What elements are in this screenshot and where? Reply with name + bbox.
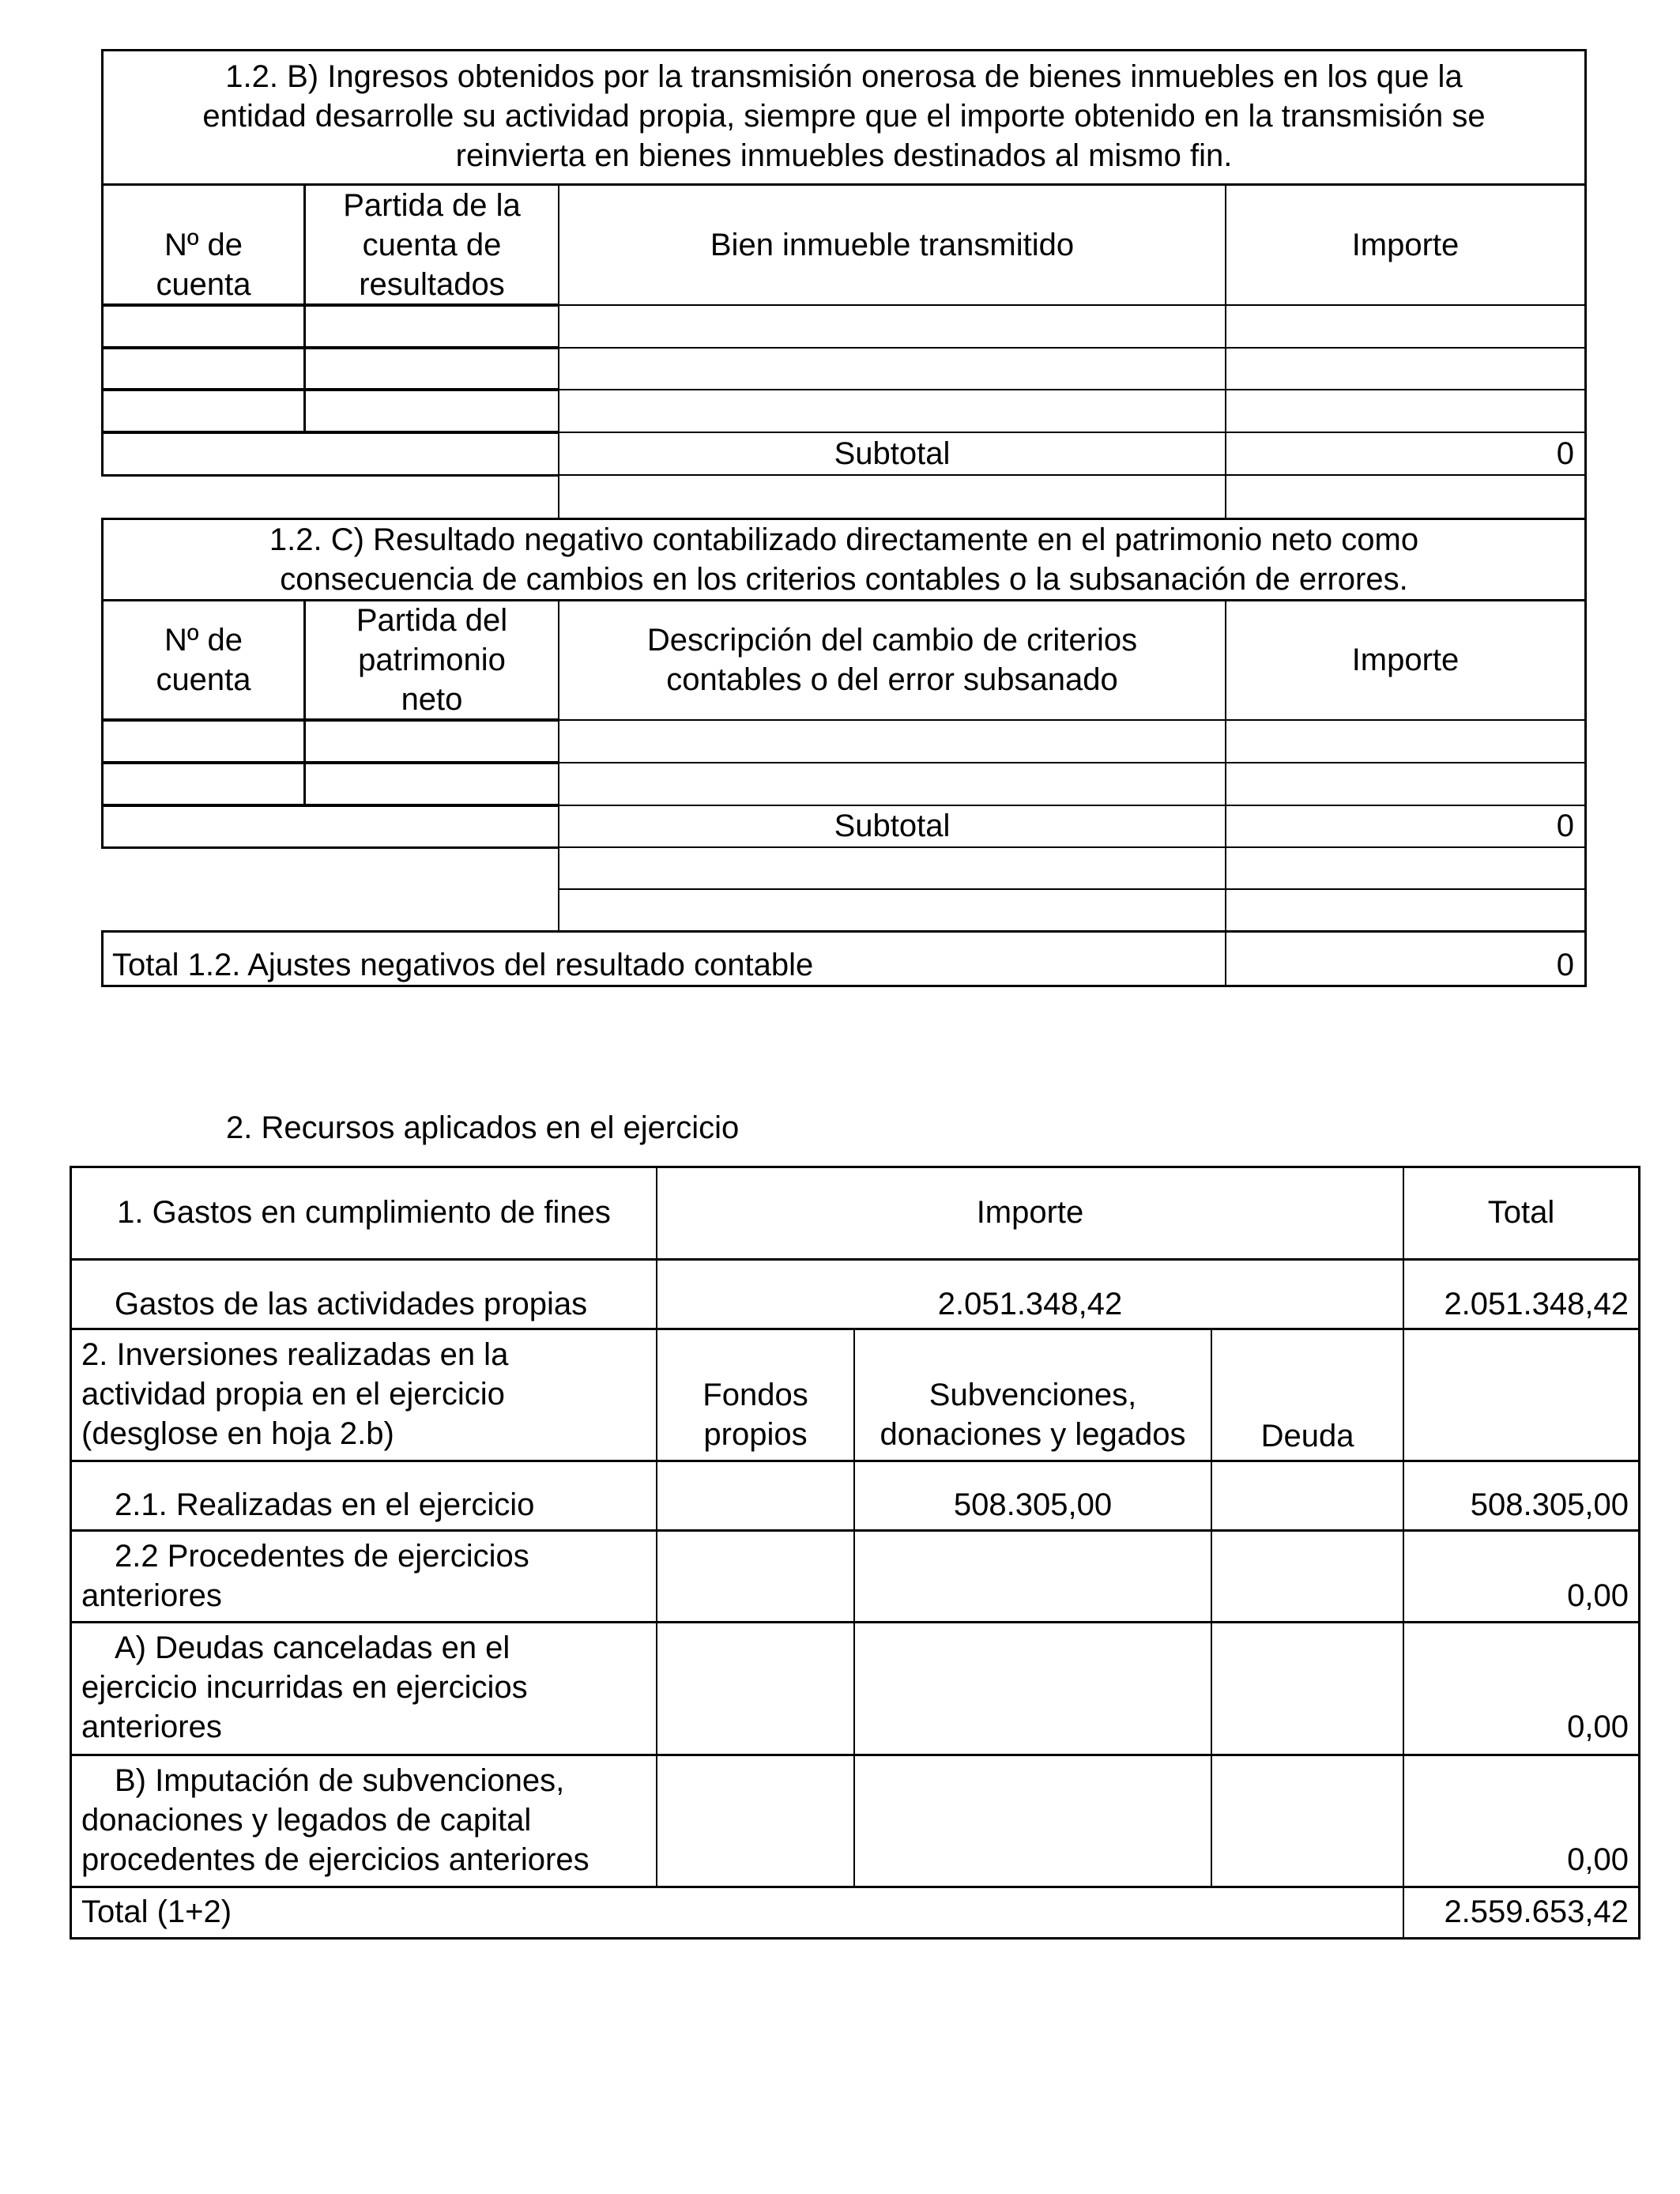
row-a-label-line-3: anteriores [81, 1710, 222, 1744]
col-partida-line-2: cuenta de [362, 228, 502, 262]
row-22-label-line-2: anteriores [81, 1578, 222, 1613]
subtotal-value: 0 [1556, 436, 1574, 471]
col-account-line-1: Nº de [164, 228, 243, 262]
gastos-label: Gastos de las actividades propias [115, 1287, 588, 1321]
row-b-label-line-2: donaciones y legados de capital [81, 1803, 532, 1838]
col-partida-line-1: Partida del [356, 603, 508, 638]
col-descripcion-line-1: Descripción del cambio de criterios [646, 623, 1138, 658]
header-gastos: 1. Gastos en cumplimiento de fines [117, 1195, 611, 1230]
col-fondos-propios-line-2: propios [703, 1417, 808, 1452]
section-2-total-label: Total (1+2) [81, 1894, 232, 1929]
subtotal-label: Subtotal [834, 436, 951, 471]
col-subvenciones-line-1: Subvenciones, [929, 1378, 1137, 1412]
section-2-total-value: 2.559.653,42 [1444, 1894, 1629, 1929]
col-deuda: Deuda [1260, 1419, 1354, 1453]
row-a-total: 0,00 [1567, 1710, 1629, 1744]
col-bien-inmueble: Bien inmueble transmitido [710, 228, 1075, 262]
col-importe: Importe [1351, 643, 1460, 677]
col-account-line-1: Nº de [164, 623, 243, 658]
col-account-line-2: cuenta [156, 662, 251, 697]
row-22-total: 0,00 [1567, 1578, 1629, 1613]
subtotal-value: 0 [1556, 809, 1574, 843]
header-total: Total [1487, 1195, 1555, 1230]
col-importe: Importe [1351, 228, 1460, 262]
col-fondos-propios-line-1: Fondos [703, 1378, 808, 1412]
section-2-heading: 2. Recursos aplicados en el ejercicio [226, 1110, 740, 1145]
header-importe: Importe [976, 1195, 1084, 1230]
subtotal-label: Subtotal [834, 809, 951, 843]
col-account-line-2: cuenta [156, 267, 251, 302]
inversiones-label-line-2: actividad propia en el ejercicio [81, 1377, 505, 1412]
row-21-label: 2.1. Realizadas en el ejercicio [115, 1487, 535, 1522]
col-partida-line-3: neto [401, 682, 463, 717]
col-subvenciones-line-2: donaciones y legados [880, 1417, 1186, 1452]
section-c-title-line-2: consecuencia de cambios en los criterios contables o la subsanación de errores. [280, 562, 1408, 597]
gastos-total: 2.051.348,42 [1444, 1287, 1629, 1321]
row-b-label-line-3: procedentes de ejercicios anteriores [81, 1842, 590, 1877]
row-21-total: 508.305,00 [1470, 1487, 1629, 1522]
section-b-title-line-1: 1.2. B) Ingresos obtenidos por la transmisión onerosa de bienes inmuebles en los que la [225, 59, 1463, 94]
total-12-label: Total 1.2. Ajustes negativos del resultado contable [112, 948, 814, 982]
col-partida-line-3: resultados [359, 267, 505, 302]
col-partida-line-2: patrimonio [358, 643, 506, 677]
row-22-label-line-1: 2.2 Procedentes de ejercicios [115, 1539, 529, 1574]
section-b-title-line-2: entidad desarrolle su actividad propia, siempre que el importe obtenido en la transmisión se [202, 99, 1486, 134]
section-b-title-line-3: reinvierta en bienes inmuebles destinados al mismo fin. [455, 138, 1233, 173]
row-a-label-line-1: A) Deudas canceladas en el [115, 1630, 510, 1665]
inversiones-label-line-1: 2. Inversiones realizadas en la [81, 1337, 509, 1372]
col-descripcion-line-2: contables o del error subsanado [666, 662, 1118, 697]
col-partida-line-1: Partida de la [343, 188, 521, 223]
gastos-importe: 2.051.348,42 [937, 1287, 1123, 1321]
row-21-subvenciones: 508.305,00 [953, 1487, 1113, 1522]
total-12-value: 0 [1556, 948, 1574, 982]
row-b-total: 0,00 [1567, 1842, 1629, 1877]
section-c-title-line-1: 1.2. C) Resultado negativo contabilizado directamente en el patrimonio neto como [269, 522, 1419, 557]
row-a-label-line-2: ejercicio incurridas en ejercicios [81, 1670, 528, 1705]
inversiones-label-line-3: (desglose en hoja 2.b) [81, 1416, 394, 1451]
row-b-label-line-1: B) Imputación de subvenciones, [115, 1763, 565, 1798]
